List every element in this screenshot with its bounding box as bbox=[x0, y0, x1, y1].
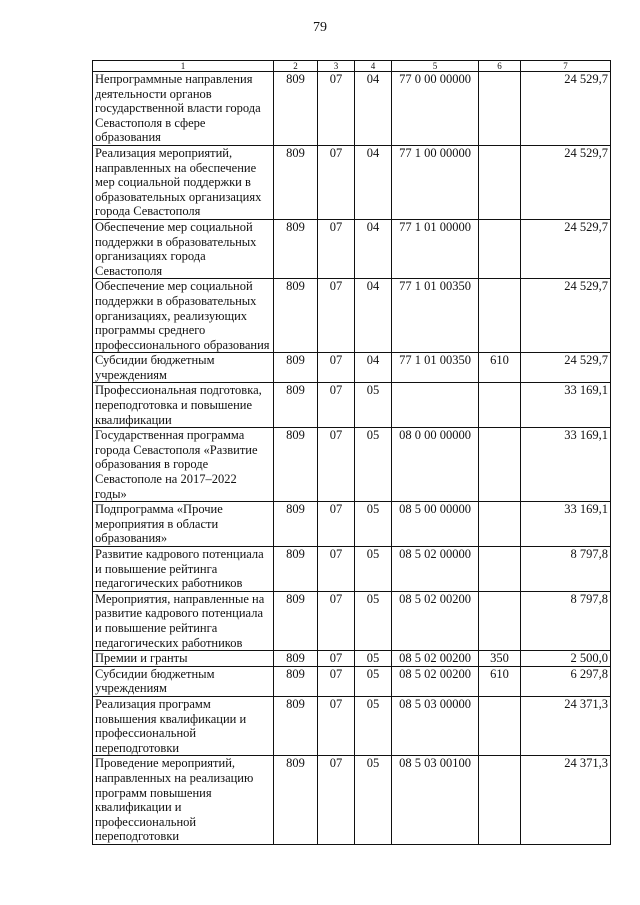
budget-item-name-cell: Государственная программа города Севастополя «Развитие образования в городе Севастополе на 2017–2022 годы» bbox=[93, 428, 274, 502]
section-code-cell: 07 bbox=[318, 353, 355, 383]
budget-item-name-cell: Премии и гранты bbox=[93, 651, 274, 667]
amount-cell: 8 797,8 bbox=[521, 591, 611, 650]
section-code-cell: 07 bbox=[318, 279, 355, 353]
subsection-code-cell: 05 bbox=[355, 383, 392, 428]
table-header-row bbox=[93, 61, 611, 72]
table-row bbox=[93, 72, 611, 146]
ministry-code-cell: 809 bbox=[274, 72, 318, 146]
target-article-code-cell: 77 1 01 00350 bbox=[392, 279, 479, 353]
amount-cell: 24 371,3 bbox=[521, 696, 611, 755]
expense-type-code-cell: 350 bbox=[479, 651, 521, 667]
expense-type-code-cell bbox=[479, 428, 521, 502]
target-article-code-cell: 08 5 02 00200 bbox=[392, 651, 479, 667]
table-row bbox=[93, 219, 611, 278]
budget-item-name-cell: Развитие кадрового потенциала и повышение рейтинга педагогических работников bbox=[93, 547, 274, 592]
amount-cell: 24 529,7 bbox=[521, 219, 611, 278]
subsection-code-cell: 04 bbox=[355, 145, 392, 219]
amount-cell: 24 529,7 bbox=[521, 72, 611, 146]
subsection-code-cell: 05 bbox=[355, 428, 392, 502]
budget-item-name-cell: Субсидии бюджетным учреждениям bbox=[93, 353, 274, 383]
column-header: 1 bbox=[93, 61, 274, 72]
subsection-code-cell: 04 bbox=[355, 219, 392, 278]
amount-cell: 33 169,1 bbox=[521, 502, 611, 547]
ministry-code-cell: 809 bbox=[274, 547, 318, 592]
ministry-code-cell: 809 bbox=[274, 219, 318, 278]
subsection-code-cell: 05 bbox=[355, 591, 392, 650]
expense-type-code-cell bbox=[479, 219, 521, 278]
amount-cell: 24 529,7 bbox=[521, 145, 611, 219]
expense-type-code-cell bbox=[479, 547, 521, 592]
budget-item-name-cell: Подпрограмма «Прочие мероприятия в области образования» bbox=[93, 502, 274, 547]
table-row bbox=[93, 696, 611, 755]
amount-cell: 33 169,1 bbox=[521, 383, 611, 428]
section-code-cell: 07 bbox=[318, 502, 355, 547]
expense-type-code-cell bbox=[479, 502, 521, 547]
subsection-code-cell: 04 bbox=[355, 353, 392, 383]
expense-type-code-cell: 610 bbox=[479, 666, 521, 696]
budget-item-name-cell: Проведение мероприятий, направленных на реализацию программ повышения квалификации и профессиональной переподготовки bbox=[93, 756, 274, 845]
section-code-cell: 07 bbox=[318, 666, 355, 696]
section-code-cell: 07 bbox=[318, 651, 355, 667]
subsection-code-cell: 05 bbox=[355, 547, 392, 592]
target-article-code-cell: 77 1 01 00000 bbox=[392, 219, 479, 278]
column-header: 7 bbox=[521, 61, 611, 72]
ministry-code-cell: 809 bbox=[274, 756, 318, 845]
budget-item-name-cell: Реализация программ повышения квалификации и профессиональной переподготовки bbox=[93, 696, 274, 755]
target-article-code-cell: 08 5 00 00000 bbox=[392, 502, 479, 547]
amount-cell: 33 169,1 bbox=[521, 428, 611, 502]
target-article-code-cell: 77 1 01 00350 bbox=[392, 353, 479, 383]
section-code-cell: 07 bbox=[318, 756, 355, 845]
table-row bbox=[93, 383, 611, 428]
target-article-code-cell: 77 1 00 00000 bbox=[392, 145, 479, 219]
subsection-code-cell: 04 bbox=[355, 72, 392, 146]
column-header: 6 bbox=[479, 61, 521, 72]
budget-item-name-cell: Мероприятия, направленные на развитие кадрового потенциала и повышение рейтинга педагогических работников bbox=[93, 591, 274, 650]
table-row bbox=[93, 591, 611, 650]
ministry-code-cell: 809 bbox=[274, 145, 318, 219]
ministry-code-cell: 809 bbox=[274, 428, 318, 502]
ministry-code-cell: 809 bbox=[274, 591, 318, 650]
expense-type-code-cell bbox=[479, 756, 521, 845]
target-article-code-cell: 08 5 03 00100 bbox=[392, 756, 479, 845]
target-article-code-cell bbox=[392, 383, 479, 428]
amount-cell: 24 529,7 bbox=[521, 279, 611, 353]
amount-cell: 8 797,8 bbox=[521, 547, 611, 592]
budget-item-name-cell: Обеспечение мер социальной поддержки в образовательных организациях города Севастополя bbox=[93, 219, 274, 278]
section-code-cell: 07 bbox=[318, 72, 355, 146]
target-article-code-cell: 08 5 02 00200 bbox=[392, 591, 479, 650]
table-row bbox=[93, 651, 611, 667]
budget-table bbox=[92, 60, 611, 845]
ministry-code-cell: 809 bbox=[274, 651, 318, 667]
subsection-code-cell: 05 bbox=[355, 696, 392, 755]
ministry-code-cell: 809 bbox=[274, 353, 318, 383]
ministry-code-cell: 809 bbox=[274, 279, 318, 353]
budget-item-name-cell: Профессиональная подготовка, переподготовка и повышение квалификации bbox=[93, 383, 274, 428]
ministry-code-cell: 809 bbox=[274, 696, 318, 755]
section-code-cell: 07 bbox=[318, 696, 355, 755]
expense-type-code-cell bbox=[479, 696, 521, 755]
target-article-code-cell: 08 5 02 00000 bbox=[392, 547, 479, 592]
section-code-cell: 07 bbox=[318, 428, 355, 502]
target-article-code-cell: 08 5 03 00000 bbox=[392, 696, 479, 755]
expense-type-code-cell bbox=[479, 72, 521, 146]
column-header: 4 bbox=[355, 61, 392, 72]
budget-item-name-cell: Непрограммные направления деятельности органов государственной власти города Севастополя в сфере образования bbox=[93, 72, 274, 146]
expense-type-code-cell bbox=[479, 591, 521, 650]
amount-cell: 6 297,8 bbox=[521, 666, 611, 696]
subsection-code-cell: 04 bbox=[355, 279, 392, 353]
budget-item-name-cell: Обеспечение мер социальной поддержки в образовательных организациях, реализующих программы среднего профессионального образования bbox=[93, 279, 274, 353]
target-article-code-cell: 08 5 02 00200 bbox=[392, 666, 479, 696]
table-row bbox=[93, 353, 611, 383]
column-header: 2 bbox=[274, 61, 318, 72]
section-code-cell: 07 bbox=[318, 591, 355, 650]
subsection-code-cell: 05 bbox=[355, 666, 392, 696]
expense-type-code-cell bbox=[479, 383, 521, 428]
table-row bbox=[93, 547, 611, 592]
page-number: 79 bbox=[313, 20, 327, 35]
budget-item-name-cell: Субсидии бюджетным учреждениям bbox=[93, 666, 274, 696]
amount-cell: 2 500,0 bbox=[521, 651, 611, 667]
target-article-code-cell: 77 0 00 00000 bbox=[392, 72, 479, 146]
ministry-code-cell: 809 bbox=[274, 383, 318, 428]
budget-item-name-cell: Реализация мероприятий, направленных на обеспечение мер социальной поддержки в образовательных организациях города Севастополя bbox=[93, 145, 274, 219]
table-row bbox=[93, 145, 611, 219]
section-code-cell: 07 bbox=[318, 145, 355, 219]
amount-cell: 24 529,7 bbox=[521, 353, 611, 383]
amount-cell: 24 371,3 bbox=[521, 756, 611, 845]
table-row bbox=[93, 756, 611, 845]
ministry-code-cell: 809 bbox=[274, 502, 318, 547]
table-row bbox=[93, 502, 611, 547]
section-code-cell: 07 bbox=[318, 383, 355, 428]
table-row bbox=[93, 428, 611, 502]
subsection-code-cell: 05 bbox=[355, 651, 392, 667]
column-header: 5 bbox=[392, 61, 479, 72]
section-code-cell: 07 bbox=[318, 219, 355, 278]
expense-type-code-cell bbox=[479, 279, 521, 353]
section-code-cell: 07 bbox=[318, 547, 355, 592]
table-row bbox=[93, 666, 611, 696]
target-article-code-cell: 08 0 00 00000 bbox=[392, 428, 479, 502]
subsection-code-cell: 05 bbox=[355, 502, 392, 547]
ministry-code-cell: 809 bbox=[274, 666, 318, 696]
subsection-code-cell: 05 bbox=[355, 756, 392, 845]
expense-type-code-cell bbox=[479, 145, 521, 219]
column-header: 3 bbox=[318, 61, 355, 72]
expense-type-code-cell: 610 bbox=[479, 353, 521, 383]
table-row bbox=[93, 279, 611, 353]
